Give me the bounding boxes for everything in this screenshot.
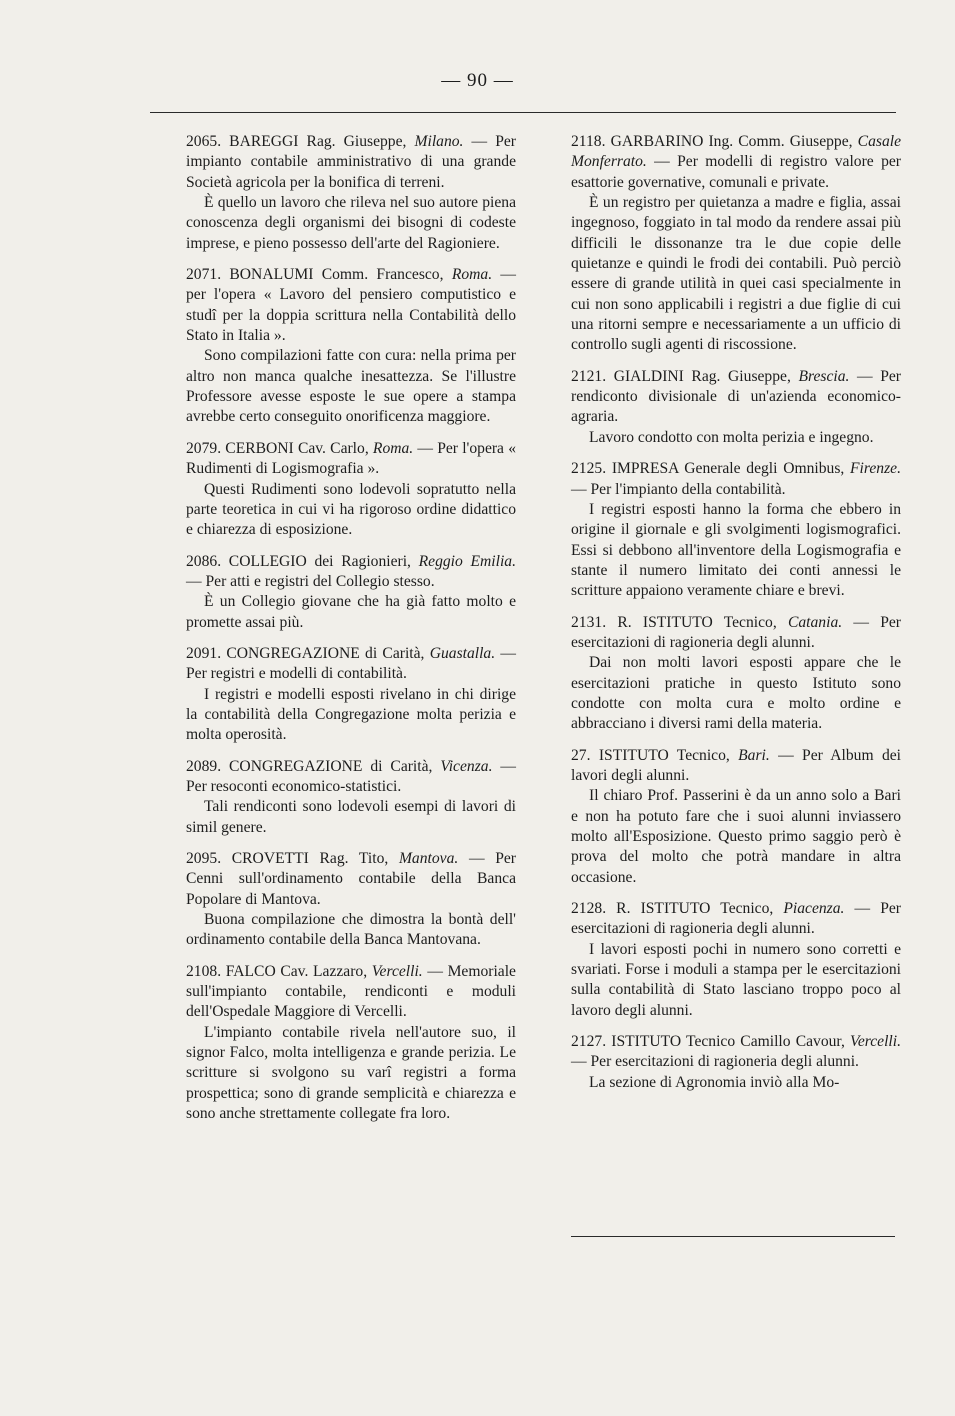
- entry-place: Roma.: [372, 439, 414, 457]
- entry-place: Milano.: [414, 133, 464, 150]
- entry-heading: [157, 962, 516, 1023]
- entry-exhibitor: ISTITUTO Tecnico,: [590, 746, 739, 764]
- entry-place: Brescia.: [798, 367, 850, 385]
- entry-exhibitor: BAREGGI Rag. Giuseppe,: [221, 133, 415, 150]
- catalog-entry: [186, 265, 516, 428]
- entry-subject: — Per Cenni sull'ordinamento contabile della Banca Popolare di Mantova.: [186, 850, 516, 908]
- entry-heading: [157, 552, 516, 593]
- page-number: — 90 —: [441, 70, 514, 91]
- entry-heading: [537, 459, 901, 500]
- entry-number: 2131.: [571, 613, 607, 631]
- entry-exhibitor: CONGREGAZIONE di Carità,: [221, 757, 441, 775]
- entry-heading: [537, 1032, 901, 1073]
- entry-comment: Dai non molti lavori esposti appare che le esercitazioni pratiche in questo Istituto sono condotte con molta cura e molto ordine e abbracciano i diversi rami della materia.: [571, 654, 901, 733]
- right-column: [571, 132, 901, 1104]
- entry-subject: — Per modelli di registro valore per esattorie governative, comunali e private.: [571, 153, 901, 191]
- catalog-entry: [186, 439, 516, 541]
- entry-number: 2086.: [186, 552, 222, 570]
- entry-place: Roma.: [451, 266, 493, 284]
- entry-exhibitor: CROVETTI Rag. Tito,: [221, 850, 399, 867]
- entry-place: Vercelli.: [371, 962, 423, 980]
- entry-subject: — per l'opera « Lavoro del pensiero computistico e studî per la doppia scrittura nella Contabilità dello Stato in Italia ».: [186, 266, 516, 345]
- entry-heading: [157, 265, 516, 346]
- entry-comment: Il chiaro Prof. Passerini è da un anno solo a Bari e non ha potuto fare che i suoi alunni inviassero molto all'Esposizione. Questo primo saggio però è prova del molto che potrà mandare in altra occasione.: [571, 787, 901, 886]
- entry-number: 2127.: [571, 1033, 607, 1051]
- entry-place: Vicenza.: [440, 757, 493, 775]
- entry-exhibitor: ISTITUTO Tecnico Camillo Cavour,: [606, 1033, 851, 1051]
- entry-subject: — Per resoconti economico-statistici.: [186, 757, 516, 795]
- entry-place: Firenze.: [850, 460, 901, 478]
- catalog-entry: [186, 849, 516, 951]
- entry-exhibitor: COLLEGIO dei Ragionieri,: [221, 552, 419, 570]
- entry-comment: La sezione di Agronomia inviò alla Mo-: [589, 1073, 840, 1091]
- entry-place: Bari.: [738, 746, 770, 764]
- entry-number: 2095.: [186, 850, 222, 867]
- catalog-entry: [571, 459, 901, 601]
- entry-number: 27.: [571, 746, 591, 764]
- entry-subject: — Per rendiconto divisionale di un'azienda economico-agraria.: [571, 367, 901, 426]
- entry-heading: [537, 899, 901, 940]
- catalog-entry: [571, 367, 901, 448]
- entry-comment: È un Collegio giovane che ha già fatto molto e promette assai più.: [186, 593, 516, 631]
- entry-comment: Buona compilazione che dimostra la bontà dell' ordinamento contabile della Banca Mantovana.: [186, 911, 516, 949]
- entry-heading: [537, 746, 901, 787]
- entry-place: Reggio Emilia.: [418, 552, 516, 570]
- entry-heading: [157, 644, 516, 685]
- entry-exhibitor: CONGREGAZIONE di Carità,: [221, 644, 430, 662]
- entry-comment: Lavoro condotto con molta perizia e ingegno.: [589, 428, 874, 446]
- entry-place: Guastalla.: [429, 644, 496, 662]
- entry-heading: [157, 132, 516, 193]
- entry-heading: [537, 132, 901, 193]
- catalog-entry: [571, 899, 901, 1021]
- catalog-entry: [186, 757, 516, 838]
- entry-subject: — Per impianto contabile amministrativo di una grande Società agricola per la bonifica di terreni.: [186, 133, 516, 191]
- catalog-entry: [186, 132, 516, 254]
- entry-subject: — Per esercitazioni di ragioneria degli alunni.: [571, 613, 902, 651]
- catalog-entry: [186, 962, 516, 1125]
- entry-exhibitor: CERBONI Cav. Carlo,: [221, 439, 373, 457]
- entry-comment: È quello un lavoro che rileva nel suo autore piena conoscenza degli organismi dei bisogni di codeste imprese, e pieno possesso dell'arte del Ragioniere.: [186, 194, 516, 252]
- entry-exhibitor: BONALUMI Comm. Francesco,: [221, 266, 452, 284]
- catalog-entry: [186, 552, 516, 633]
- entry-subject: — Per registri e modelli di contabilità.: [186, 644, 517, 683]
- entry-subject: — Per l'opera « Rudimenti di Logismografia ».: [186, 439, 516, 478]
- left-column: [186, 132, 516, 1135]
- catalog-entry: [186, 644, 516, 746]
- entry-heading: [157, 439, 516, 480]
- entry-comment: I lavori esposti pochi in numero sono corretti e svariati. Forse i moduli a stampa per le esercitazioni sulla contabilità di Stato lasciano troppo poco al lavoro degli alunni.: [571, 940, 901, 1019]
- entry-heading: [537, 367, 901, 428]
- entry-subject: — Per esercitazioni di ragioneria degli alunni.: [571, 900, 901, 938]
- entry-exhibitor: R. ISTITUTO Tecnico,: [606, 900, 784, 918]
- entry-comment: I registri esposti hanno la forma che ebbero in origine il giornale e gli svolgimenti logismografici. Essi si debbono all'inventore della Logismografia e stante il numero limitato dei conti annessi le scritture appaiono veramente chiare e brevi.: [571, 500, 901, 600]
- entry-heading: [157, 757, 516, 798]
- entry-comment: I registri e modelli esposti rivelano in chi dirige la contabilità della Congregazione molta perizia e molta operosità.: [186, 685, 516, 744]
- entry-number: 2125.: [571, 460, 607, 478]
- entry-comment: È un registro per quietanza a madre e figlia, assai ingegnoso, foggiato in tal modo da rendere assai più difficili le dissonanze tra le due copie delle quietanze e quindi le frodi dei contabili. Può perciò essere di grande utilità in quei casi specialmente in cui non sono applicabili i registri a due figlie di cui una ritorni sempre e necessariamente a un ufficio di controllo sugli agenti di riscossione.: [571, 194, 901, 354]
- entry-place: Mantova.: [398, 850, 459, 867]
- entry-number: 2065.: [186, 133, 222, 150]
- catalog-entry: [571, 132, 901, 356]
- entry-comment: L'impianto contabile rivela nell'autore suo, il signor Falco, molta intelligenza e grande perizia. Le scritture si svolgono su varî registri a forma prospettica; sono di grande semplicità e chiarezza e sono anche strettamente collegate fra loro.: [186, 1023, 516, 1123]
- entry-number: 2128.: [571, 900, 607, 918]
- footer-rule: [571, 1236, 895, 1237]
- entry-exhibitor: IMPRESA Generale degli Omnibus,: [606, 460, 851, 478]
- catalog-entry: [571, 746, 901, 888]
- entry-place: Vercelli.: [850, 1033, 901, 1051]
- entry-number: 2108.: [186, 962, 222, 980]
- catalog-entry: [571, 1032, 901, 1093]
- entry-exhibitor: GIALDINI Rag. Giuseppe,: [606, 367, 799, 385]
- entry-place: Casale Monferrato.: [571, 133, 901, 171]
- entry-exhibitor: R. ISTITUTO Tecnico,: [606, 613, 788, 631]
- entry-number: 2089.: [186, 757, 222, 775]
- entry-comment: Sono compilazioni fatte con cura: nella prima per altro non manca qualche inesattezza. Se l'illustre Professore avesse esposte le sue opere a stampa avrebbe certo conseguito onorificenza maggiore.: [186, 347, 516, 426]
- entry-number: 2091.: [186, 644, 222, 662]
- entry-exhibitor: GARBARINO Ing. Comm. Giuseppe,: [605, 133, 858, 150]
- entry-exhibitor: FALCO Cav. Lazzaro,: [221, 962, 372, 980]
- entry-comment: Questi Rudimenti sono lodevoli sopratutto nella parte teoretica in cui vi ha rigoroso ordine didattico e chiarezza di esposizione.: [186, 480, 516, 539]
- catalog-entry: [571, 613, 901, 735]
- entry-place: Piacenza.: [783, 900, 845, 918]
- entry-place: Catania.: [787, 613, 843, 631]
- entry-heading: [537, 613, 901, 654]
- entry-number: 2079.: [186, 439, 222, 457]
- entry-subject: — Per Album dei lavori degli alunni.: [571, 746, 901, 784]
- entry-number: 2121.: [571, 367, 607, 385]
- entry-subject: — Per atti e registri del Collegio stesso.: [186, 572, 435, 590]
- entry-subject: — Memoriale sull'impianto contabile, rendiconti e moduli dell'Ospedale Maggiore di Vercelli.: [186, 962, 516, 1021]
- header-rule: [150, 112, 896, 113]
- entry-subject: — Per l'impianto della contabilità.: [571, 480, 786, 498]
- entry-number: 2071.: [186, 266, 222, 284]
- entry-heading: [157, 849, 516, 910]
- entry-number: 2118.: [571, 133, 606, 150]
- entry-comment: Tali rendiconti sono lodevoli esempi di lavori di simil genere.: [186, 798, 516, 836]
- entry-subject: — Per esercitazioni di ragioneria degli alunni.: [571, 1053, 859, 1071]
